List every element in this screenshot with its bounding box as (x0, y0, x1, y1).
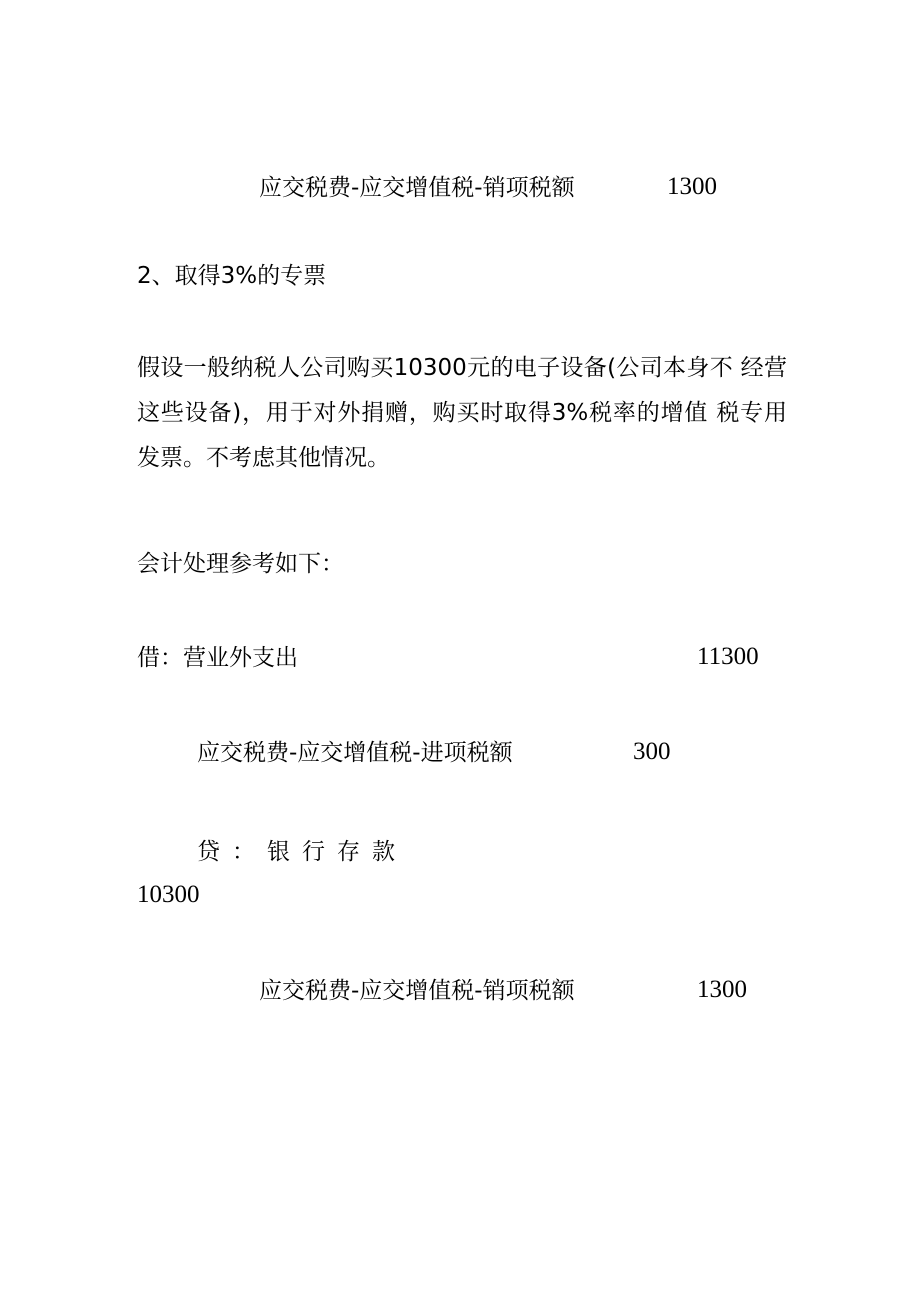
reference-label: 会计处理参考如下： (137, 551, 344, 577)
input-vat-amount: 300 (633, 738, 671, 765)
credit-amount: 10300 (137, 881, 200, 908)
top-credit-amount: 1300 (667, 173, 717, 200)
scenario-paragraph: 假设一般纳税人公司购买10300元的电子设备(公司本身不 经营这些设备)，用于对外捐赠，购买时取得3%税率的增值 税专用发票。不考虑其他情况。 (137, 355, 787, 471)
output-vat-amount: 1300 (697, 976, 747, 1003)
input-vat-account: 应交税费-应交增值税-进项税额 (197, 740, 513, 766)
section-heading: 2、取得3%的专票 (137, 263, 327, 289)
credit-account: 贷：银行存款 (197, 839, 407, 865)
top-credit-account: 应交税费-应交增值税-销项税额 (259, 175, 575, 201)
debit-amount: 11300 (697, 643, 759, 670)
debit-account: 借：营业外支出 (137, 645, 298, 671)
output-vat-account: 应交税费-应交增值税-销项税额 (259, 978, 575, 1004)
